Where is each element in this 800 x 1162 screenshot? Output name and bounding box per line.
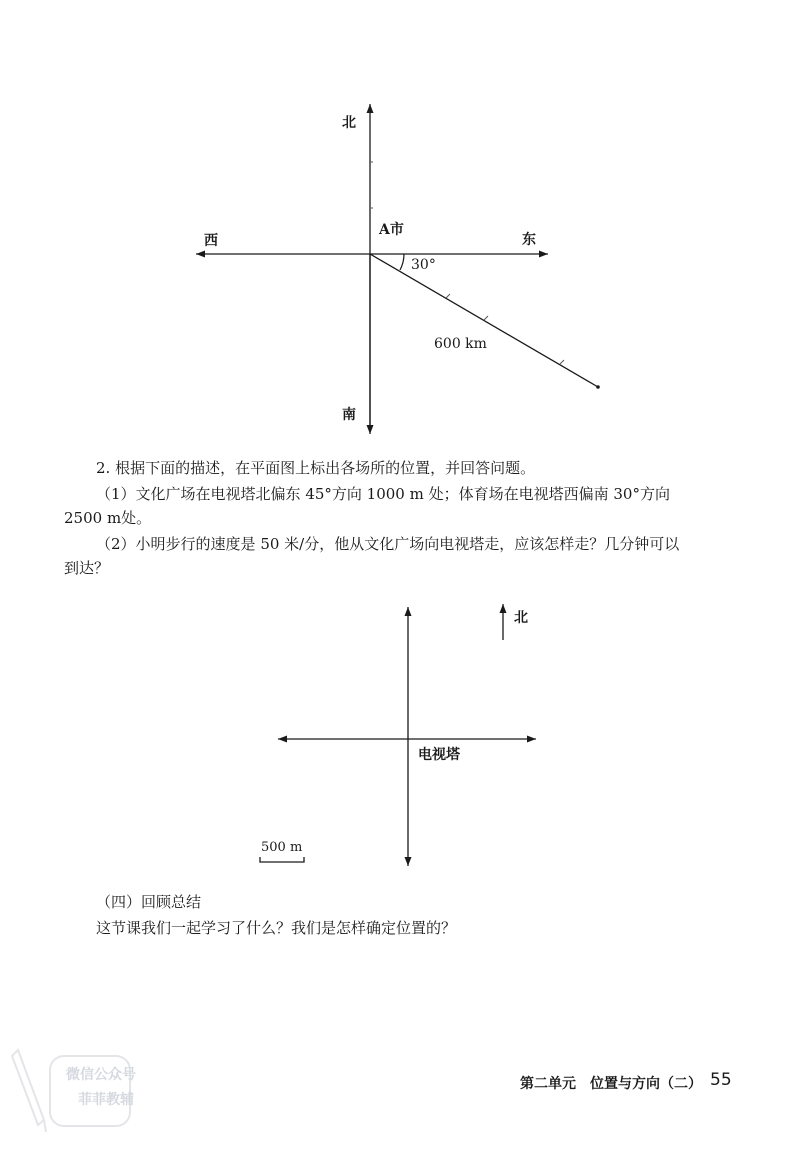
angle-label: 30°: [411, 257, 436, 273]
watermark-line-1: 微信公众号: [66, 1067, 136, 1083]
north-label: 北: [342, 115, 356, 131]
question-2-item-2-cont: 到达？: [64, 559, 110, 577]
scale-label: 500 m: [261, 840, 303, 855]
tv-tower-label: 电视塔: [418, 747, 460, 763]
section-4-heading: （四）回顾总结: [96, 893, 202, 911]
south-label: 南: [342, 407, 356, 423]
page-number: 55: [710, 1070, 732, 1090]
west-label: 西: [204, 233, 218, 249]
watermark-line-2: 菲菲教辅: [78, 1092, 134, 1108]
question-2-item-2: （2）小明步行的速度是 50 米/分，他从文化广场向电视塔走，应该怎样走？几分钟可以: [96, 535, 680, 553]
east-label: 东: [522, 232, 536, 248]
footer-unit-title: 第二单元 位置与方向（二）: [520, 1076, 702, 1092]
city-label: A市: [379, 222, 404, 238]
question-2-item-1: （1）文化广场在电视塔北偏东 45°方向 1000 m 处；体育场在电视塔西偏南 30°方向: [96, 485, 670, 503]
distance-label: 600 km: [434, 336, 487, 352]
plan-north-label: 北: [514, 610, 528, 626]
question-2-item-1-cont: 2500 m处。: [64, 509, 152, 527]
question-2-title: 2. 根据下面的描述，在平面图上标出各场所的位置，并回答问题。: [96, 459, 536, 477]
section-4-text: 这节课我们一起学习了什么？我们是怎样确定位置的？: [96, 919, 457, 937]
